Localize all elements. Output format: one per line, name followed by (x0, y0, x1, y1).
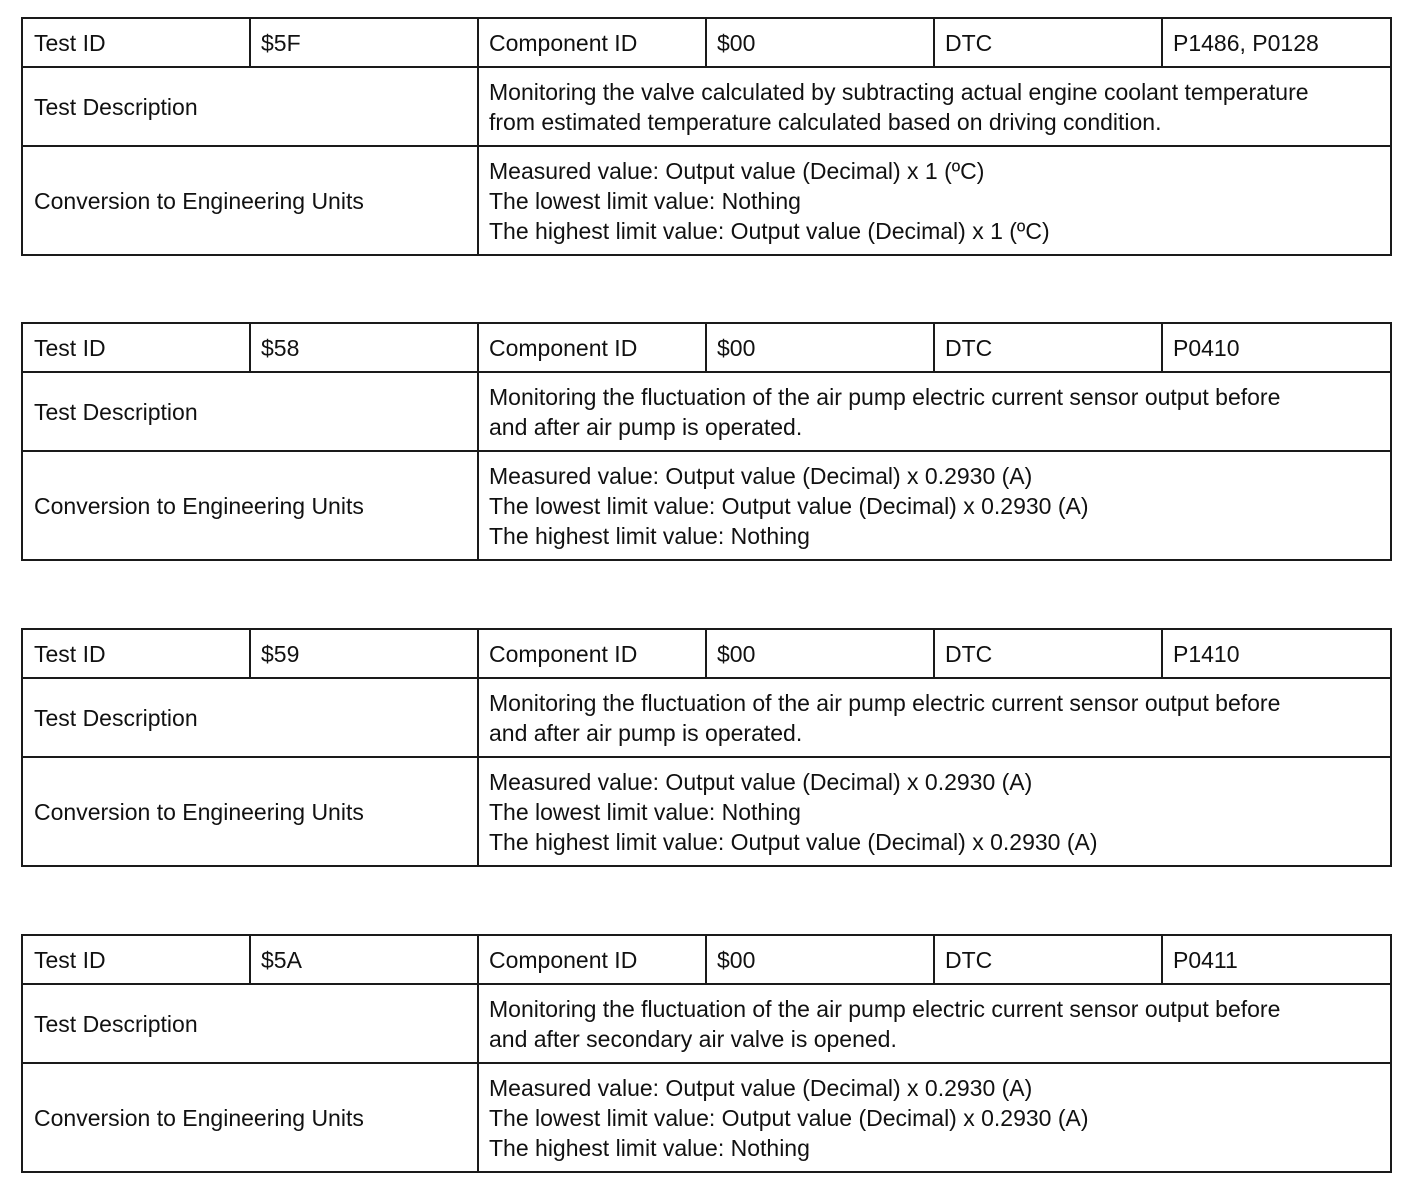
conversion-row (22, 146, 1391, 255)
test-spec-table (21, 322, 1392, 561)
description-row (22, 67, 1391, 146)
conversion-line: Measured value: Output value (Decimal) x 1 (ºC) (489, 157, 985, 184)
component-id-value: $00 (706, 629, 934, 678)
test-id-value: $5A (250, 935, 478, 984)
conversion-line: Measured value: Output value (Decimal) x 0.2930 (A) (489, 462, 1033, 489)
conversion-line: The lowest limit value: Nothing (489, 798, 801, 825)
component-id-value: $00 (706, 323, 934, 372)
description-line: Monitoring the valve calculated by subtracting actual engine coolant temperature (489, 78, 1309, 105)
dtc-label: DTC (934, 629, 1162, 678)
test-id-label: Test ID (22, 629, 250, 678)
conversion-line: Measured value: Output value (Decimal) x 0.2930 (A) (489, 768, 1033, 795)
dtc-value: P1410 (1162, 629, 1391, 678)
conversion-label: Conversion to Engineering Units (22, 451, 478, 560)
conversion-value (478, 451, 1391, 560)
conversion-line: The highest limit value: Nothing (489, 522, 810, 549)
test-description-label: Test Description (22, 678, 478, 757)
conversion-value (478, 1063, 1391, 1172)
component-id-label: Component ID (478, 18, 706, 67)
description-line: Monitoring the fluctuation of the air pump electric current sensor output before (489, 995, 1281, 1022)
description-line: and after secondary air valve is opened. (489, 1025, 897, 1052)
dtc-value: P1486, P0128 (1162, 18, 1391, 67)
dtc-label: DTC (934, 18, 1162, 67)
component-id-label: Component ID (478, 323, 706, 372)
conversion-line: The highest limit value: Nothing (489, 1134, 810, 1161)
component-id-value: $00 (706, 935, 934, 984)
test-spec-table (21, 17, 1392, 256)
conversion-value (478, 757, 1391, 866)
test-id-label: Test ID (22, 323, 250, 372)
test-description-label: Test Description (22, 984, 478, 1063)
conversion-line: The lowest limit value: Output value (Decimal) x 0.2930 (A) (489, 1104, 1089, 1131)
description-row (22, 372, 1391, 451)
test-description-label: Test Description (22, 67, 478, 146)
header-row (22, 935, 1391, 984)
conversion-line: The lowest limit value: Nothing (489, 187, 801, 214)
dtc-label: DTC (934, 935, 1162, 984)
conversion-line: The highest limit value: Output value (Decimal) x 1 (ºC) (489, 217, 1050, 244)
header-row (22, 323, 1391, 372)
conversion-line: The lowest limit value: Output value (Decimal) x 0.2930 (A) (489, 492, 1089, 519)
description-line: Monitoring the fluctuation of the air pump electric current sensor output before (489, 383, 1281, 410)
test-description-value (478, 372, 1391, 451)
conversion-value (478, 146, 1391, 255)
dtc-value: P0410 (1162, 323, 1391, 372)
component-id-label: Component ID (478, 935, 706, 984)
test-id-value: $58 (250, 323, 478, 372)
conversion-label: Conversion to Engineering Units (22, 1063, 478, 1172)
test-description-value (478, 67, 1391, 146)
description-line: and after air pump is operated. (489, 719, 803, 746)
dtc-label: DTC (934, 323, 1162, 372)
component-id-label: Component ID (478, 629, 706, 678)
test-id-value: $5F (250, 18, 478, 67)
test-spec-table (21, 628, 1392, 867)
conversion-label: Conversion to Engineering Units (22, 146, 478, 255)
test-description-value (478, 678, 1391, 757)
test-spec-table (21, 934, 1392, 1173)
component-id-value: $00 (706, 18, 934, 67)
header-row (22, 18, 1391, 67)
conversion-row (22, 1063, 1391, 1172)
test-description-value (478, 984, 1391, 1063)
description-row (22, 678, 1391, 757)
test-description-label: Test Description (22, 372, 478, 451)
conversion-row (22, 451, 1391, 560)
description-row (22, 984, 1391, 1063)
conversion-label: Conversion to Engineering Units (22, 757, 478, 866)
description-line: Monitoring the fluctuation of the air pump electric current sensor output before (489, 689, 1281, 716)
test-id-label: Test ID (22, 18, 250, 67)
header-row (22, 629, 1391, 678)
description-line: and after air pump is operated. (489, 413, 803, 440)
dtc-value: P0411 (1162, 935, 1391, 984)
conversion-line: The highest limit value: Output value (Decimal) x 0.2930 (A) (489, 828, 1098, 855)
test-id-value: $59 (250, 629, 478, 678)
conversion-line: Measured value: Output value (Decimal) x 0.2930 (A) (489, 1074, 1033, 1101)
description-line: from estimated temperature calculated based on driving condition. (489, 108, 1162, 135)
conversion-row (22, 757, 1391, 866)
test-id-label: Test ID (22, 935, 250, 984)
